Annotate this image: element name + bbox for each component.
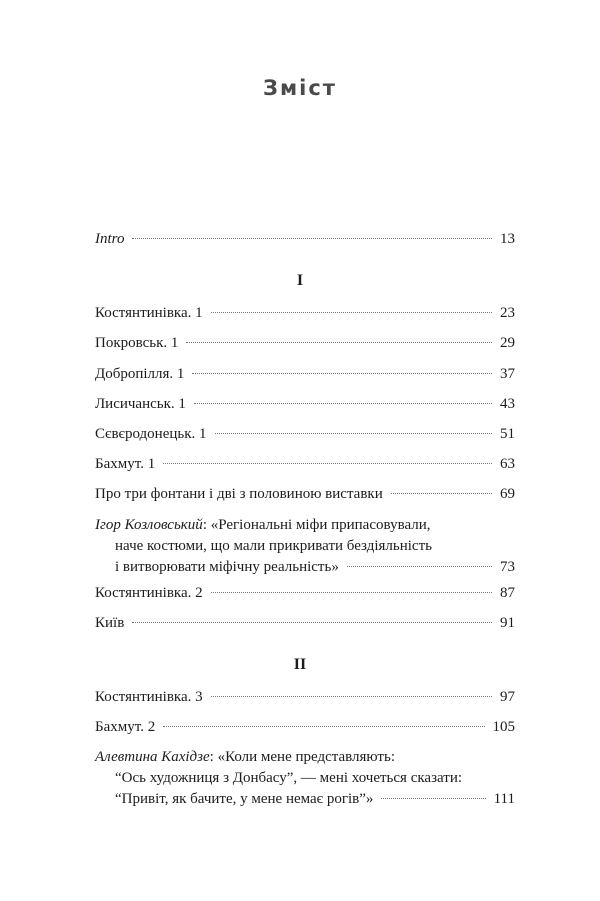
toc-entry[interactable]: [95, 583, 515, 604]
toc-entry[interactable]: [95, 484, 515, 505]
entry-title: Костянтинівка. 2: [95, 585, 203, 601]
toc-entry[interactable]: [95, 613, 515, 634]
toc-entry-interview-kozlovsky[interactable]: [95, 515, 515, 578]
toc-entry[interactable]: [95, 364, 515, 385]
entry-page: 111: [493, 791, 515, 807]
toc-entry-intro[interactable]: [95, 229, 515, 250]
entry-page: 105: [492, 719, 515, 735]
entry-page: 37: [500, 366, 515, 382]
entry-page: 43: [500, 396, 515, 412]
toc-entry[interactable]: [95, 454, 515, 475]
entry-page: 29: [500, 335, 515, 351]
entry-page: 91: [500, 615, 515, 631]
entry-page: 13: [500, 231, 515, 247]
interview-title-line: : «Коли мене представляють:: [209, 749, 395, 765]
toc-entry[interactable]: [95, 303, 515, 324]
toc-entry[interactable]: [95, 333, 515, 354]
dot-leader: [211, 696, 492, 697]
interview-title-line: “Привіт, як бачите, у мене немає рогів”»: [115, 791, 374, 807]
entry-page: 73: [500, 559, 515, 575]
entry-page: 23: [500, 305, 515, 321]
interview-author: Ігор Козловський: [95, 517, 203, 533]
entry-title: Лисичанськ. 1: [95, 396, 186, 412]
entry-page: 51: [500, 426, 515, 442]
toc-entry[interactable]: [95, 424, 515, 445]
entry-page: 97: [500, 689, 515, 705]
entry-title: Покровськ. 1: [95, 335, 179, 351]
dot-leader: [186, 342, 492, 343]
dot-leader: [132, 622, 492, 623]
entry-title: Сєвєродонецьк. 1: [95, 426, 207, 442]
dot-leader: [347, 566, 492, 567]
entry-page: 63: [500, 456, 515, 472]
interview-title-line: наче костюми, що мали прикривати бездіяльність: [115, 538, 432, 554]
dot-leader: [215, 433, 492, 434]
toc-entry[interactable]: [95, 717, 515, 738]
dot-leader: [194, 403, 492, 404]
entry-title: Костянтинівка. 3: [95, 689, 203, 705]
dot-leader: [211, 592, 492, 593]
page-title: Зміст: [263, 76, 337, 100]
entry-title: Київ: [95, 615, 125, 631]
entry-title: Добропілля. 1: [95, 366, 185, 382]
toc-entry-interview-kakhidze[interactable]: [95, 747, 515, 810]
dot-leader: [132, 238, 492, 239]
dot-leader: [163, 726, 484, 727]
toc-entry[interactable]: [95, 687, 515, 708]
interview-title-line: “Ось художниця з Донбасу”, — мені хочеться сказати:: [115, 770, 463, 786]
entry-title: Про три фонтани і дві з половиною виставки: [95, 486, 383, 502]
entry-title: Костянтинівка. 1: [95, 305, 203, 321]
entry-page: 69: [500, 486, 515, 502]
entry-title: Intro: [95, 231, 125, 247]
entry-title: Бахмут. 2: [95, 719, 156, 735]
part-heading-2: II: [293, 656, 307, 673]
dot-leader: [192, 373, 492, 374]
dot-leader: [381, 798, 485, 799]
dot-leader: [211, 312, 492, 313]
dot-leader: [163, 463, 492, 464]
interview-author: Алевтина Кахідзе: [95, 749, 210, 765]
entry-page: 87: [500, 585, 515, 601]
dot-leader: [391, 493, 492, 494]
part-heading-1: I: [296, 272, 304, 289]
interview-title-line: і витворювати міфічну реальність»: [115, 559, 339, 575]
toc-entry[interactable]: [95, 394, 515, 415]
interview-title-line: : «Регіональні міфи припасовували,: [202, 517, 431, 533]
entry-title: Бахмут. 1: [95, 456, 156, 472]
